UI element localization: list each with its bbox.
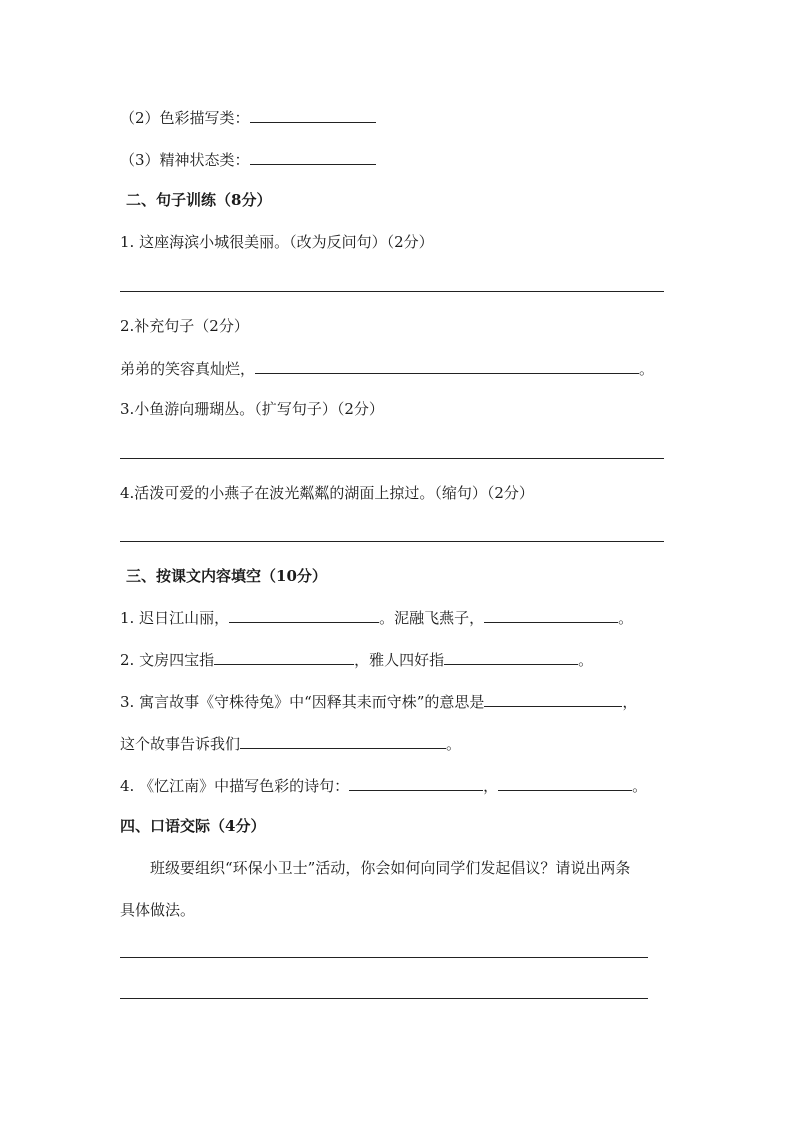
question-part: 这个故事告诉我们 xyxy=(120,735,241,753)
question-part: 3. 寓言故事《守株待兔》中“因释其耒而守株”的意思是 xyxy=(120,693,485,711)
question-part: 。泥融飞燕子， xyxy=(379,609,485,627)
prompt-line: 具体做法。 xyxy=(120,901,196,919)
question-part: ，雅人四好指 xyxy=(354,651,445,669)
answer-line[interactable] xyxy=(120,998,648,999)
answer-blank[interactable] xyxy=(444,649,578,665)
answer-blank[interactable] xyxy=(240,733,446,749)
prompt-line: 班级要组织“环保小卫士”活动，你会如何向同学们发起倡议？请说出两条 xyxy=(150,859,631,877)
question-text: 3.小鱼游向珊瑚丛。（扩写句子）（2分） xyxy=(120,400,384,418)
sentence-prefix: 弟弟的笑容真灿烂， xyxy=(120,360,256,378)
section-heading-sentence-training: 二、句子训练（8分） xyxy=(126,191,272,209)
section-heading-oral-communication: 四、口语交际（4分） xyxy=(120,817,266,835)
answer-blank[interactable] xyxy=(484,607,618,623)
fill-sentence xyxy=(120,358,654,379)
answer-line[interactable] xyxy=(120,957,648,958)
section-heading-text-fill: 三、按课文内容填空（10分） xyxy=(126,567,327,585)
fill-question-3 xyxy=(120,691,637,712)
fill-question-2 xyxy=(120,649,593,670)
question-part: ， xyxy=(622,693,638,711)
answer-line[interactable] xyxy=(120,458,664,459)
question-part: 。 xyxy=(632,777,648,795)
fill-question-1 xyxy=(120,607,633,628)
item-color-description xyxy=(120,107,376,128)
question-part: 。 xyxy=(618,609,634,627)
item-label: （2）色彩描写类： xyxy=(120,109,250,127)
answer-blank[interactable] xyxy=(498,775,632,791)
answer-line[interactable] xyxy=(120,291,664,292)
sentence-suffix: 。 xyxy=(639,360,655,378)
fill-question-3-continued xyxy=(120,733,461,754)
answer-line[interactable] xyxy=(120,541,664,542)
answer-blank[interactable] xyxy=(349,775,483,791)
question-text: 2.补充句子（2分） xyxy=(120,317,249,335)
question-text: 4.活泼可爱的小燕子在波光粼粼的湖面上掠过。（缩句）（2分） xyxy=(120,484,534,502)
item-spirit-state xyxy=(120,149,376,170)
question-text: 1. 这座海滨小城很美丽。（改为反问句）（2分） xyxy=(120,233,434,251)
item-label: （3）精神状态类： xyxy=(120,151,250,169)
answer-blank[interactable] xyxy=(250,149,376,165)
answer-blank[interactable] xyxy=(484,691,622,707)
answer-blank[interactable] xyxy=(214,649,354,665)
question-part: 1. 迟日江山丽， xyxy=(120,609,230,627)
question-part: ， xyxy=(483,777,499,795)
answer-blank[interactable] xyxy=(250,107,376,123)
question-part: 4. 《忆江南》中描写色彩的诗句： xyxy=(120,777,350,795)
question-part: 2. 文房四宝指 xyxy=(120,651,215,669)
question-part: 。 xyxy=(578,651,594,669)
fill-question-4 xyxy=(120,775,647,796)
question-part: 。 xyxy=(446,735,462,753)
answer-blank[interactable] xyxy=(229,607,379,623)
answer-blank[interactable] xyxy=(255,358,639,374)
